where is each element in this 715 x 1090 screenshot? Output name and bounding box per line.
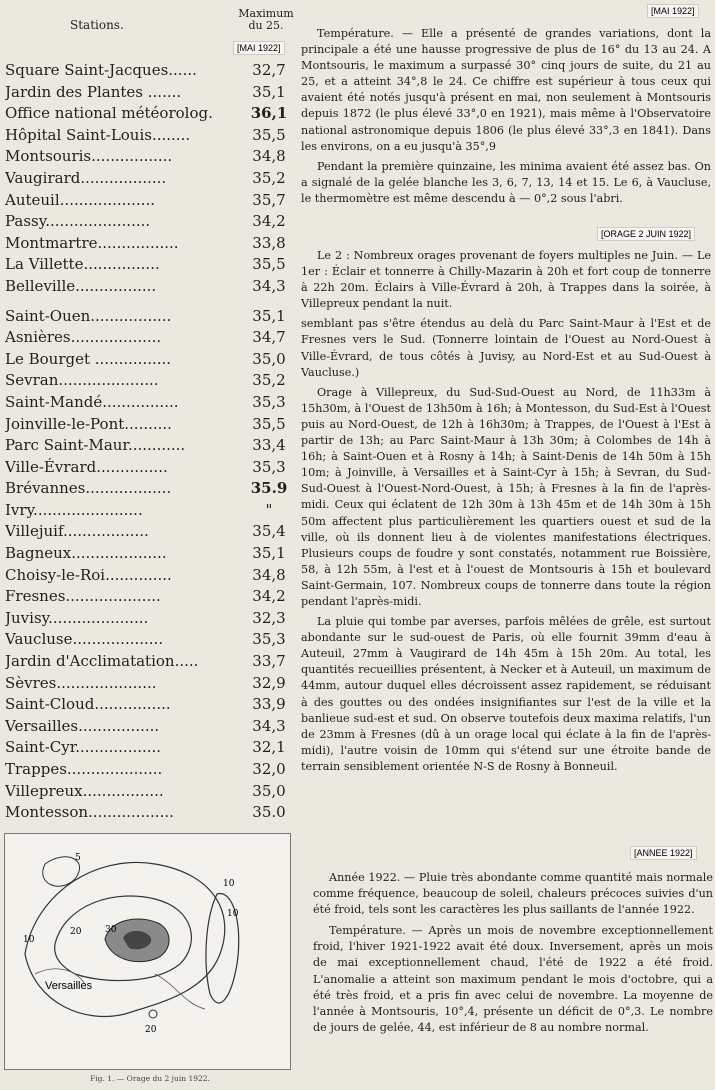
station-row bbox=[5, 349, 293, 371]
station-name: La Villette................ bbox=[5, 255, 160, 274]
station-max-value: 34,3 bbox=[252, 276, 286, 295]
station-max-value: 32,1 bbox=[252, 738, 286, 757]
station-max-value: 34,8 bbox=[252, 565, 286, 584]
station-max-value: 35,1 bbox=[252, 544, 286, 563]
tag-mai-1922: [MAI 1922] bbox=[647, 4, 699, 18]
station-max-value: 32,0 bbox=[252, 760, 286, 778]
station-row bbox=[5, 168, 293, 190]
station-max-value: 35,7 bbox=[252, 190, 286, 209]
station-max-value: 35,3 bbox=[252, 630, 286, 649]
station-name: Trappes.................... bbox=[5, 760, 163, 778]
station-max-value: 33,7 bbox=[252, 652, 286, 671]
station-name: Vaugirard.................. bbox=[5, 168, 167, 187]
col-header-max-line2: du 25. bbox=[248, 19, 284, 32]
orage-intro-paragraph: Le 2 : Nombreux orages provenant de foyers multiples ne Juin. — Le 1er : Éclair et tonnerre à Chilly-Mazarin à 20h et fort coup de tonnerre à 22h 20m. Éclairs à Ville-Évrard à 20h, à Trappes dans la soirée, à Villepreux pendant la nuit. bbox=[301, 249, 711, 311]
station-row bbox=[5, 125, 293, 147]
station-name: Villepreux................. bbox=[5, 781, 164, 800]
station-max-value: 33,8 bbox=[252, 233, 286, 252]
station-row bbox=[5, 60, 293, 82]
station-row bbox=[5, 254, 293, 276]
orage-timeline-paragraph: Orage à Villepreux, du Sud-Sud-Ouest au Nord, de 11h33m à 15h30m, à l'Ouest de 13h50m à 16h; à Montesson, du Sud-Est à l'Ouest puis au Nord-Ouest, de 12h à 16h30m; à Trappes, de l'Ouest à l'Est à partir de 13h; au Parc Saint-Maur à 13h 30m; à Colombes de 14h à 16h; à Saint-Ouen et à Rosny à 14h; à Saint-Denis de 14h 50m à 15h 10m; à Joinville, à Versailles et à Saint-Cyr à 15h; à Sevran, du Sud-Sud-Ouest à l'Ouest-Nord-Ouest, à 15h; à Fresnes à la fin de l'après-midi. Ceux qui éclatent de 12h 30m à 13h 45m et de 14h 30m à 15h 50m affectent plus particulièrement les quartiers ouest et sud de la ville, où ils donnent lieu à de violentes manifestations électriques. Plusieurs coups de foudre y sont constatés, notamment rue Boissière, 58, à 12h 55m, à l'est et à l'ouest de Montsouris à 15h et boulevard Saint-Germain, 107. Nombreux coups de tonnerre dans toute la région pendant l'après-midi. bbox=[301, 385, 711, 608]
text-column bbox=[301, 0, 711, 840]
isohyet-map bbox=[5, 834, 290, 1069]
station-row bbox=[5, 327, 293, 349]
station-name: Passy...................... bbox=[5, 212, 151, 231]
orage-extent-paragraph: semblant pas s'être étendus au delà du Parc Saint-Maur à l'Est et de Fresnes vers le Sud. (Tonnerre lointain de l'Ouest au Nord-Ouest à Ville-Évrard, de tous côtés à Juvisy, au Nord-Est et au Sud-Ouest à Vaucluse.) bbox=[301, 317, 711, 379]
station-name: Le Bourget ................ bbox=[5, 349, 172, 368]
station-row bbox=[5, 500, 293, 522]
station-name: Belleville................. bbox=[5, 276, 157, 295]
station-row bbox=[5, 543, 293, 565]
station-row bbox=[5, 82, 293, 104]
station-max-value: 34,2 bbox=[252, 212, 286, 231]
section-mai-1922 bbox=[301, 26, 711, 211]
station-max-value: 35.9 bbox=[250, 479, 288, 498]
figure-caption: Fig. 1. — Orage du 2 juin 1922. bbox=[90, 1074, 210, 1083]
station-name: Auteuil.................... bbox=[5, 190, 156, 209]
station-max-value: 34,7 bbox=[252, 328, 286, 347]
station-name: Montmartre................. bbox=[5, 233, 179, 252]
station-row bbox=[5, 146, 293, 168]
station-name: Joinville-le-Pont.......... bbox=[5, 414, 172, 433]
mai-minima-paragraph: Pendant la première quinzaine, les minima avaient été assez bas. On a signalé de la gelée blanche les 3, 6, 7, 13, 14 et 15. Le 6, à Vaucluse, le thermomètre est même descendu à — 0°,2 sous l'abri. bbox=[301, 159, 711, 205]
station-row bbox=[5, 276, 293, 298]
station-row bbox=[5, 737, 293, 759]
station-max-value: 33,9 bbox=[252, 695, 286, 714]
station-name: Saint-Ouen................. bbox=[5, 306, 172, 325]
station-row bbox=[5, 651, 293, 673]
station-name: Jardin des Plantes ....... bbox=[5, 82, 182, 101]
station-name: Montesson.................. bbox=[5, 803, 174, 822]
col-header-stations: Stations. bbox=[70, 18, 124, 32]
tag-annee-1922: [ANNEE 1922] bbox=[630, 846, 697, 860]
station-row bbox=[5, 233, 293, 255]
station-max-value: 35,0 bbox=[252, 349, 286, 368]
station-max-value: 36,1 bbox=[250, 104, 288, 123]
tag-mai-1922-left: [MAI 1922] bbox=[233, 41, 285, 55]
station-row bbox=[5, 435, 293, 457]
section-orage-2-juin bbox=[301, 248, 711, 779]
station-name: Fresnes.................... bbox=[5, 587, 161, 606]
station-max-value: " bbox=[265, 500, 273, 519]
tag-orage-2-juin-1922: [ORAGE 2 JUIN 1922] bbox=[597, 227, 695, 241]
station-name: Choisy-le-Roi.............. bbox=[5, 565, 172, 584]
station-row bbox=[5, 521, 293, 543]
station-name: Saint-Cloud................ bbox=[5, 695, 171, 714]
station-name: Villejuif.................. bbox=[5, 522, 149, 541]
station-row bbox=[5, 673, 293, 695]
station-row bbox=[5, 608, 293, 630]
station-max-value: 35,4 bbox=[252, 522, 286, 541]
station-name: Jardin d'Acclimatation..... bbox=[5, 652, 199, 671]
iso-label-10a: 10 bbox=[23, 935, 35, 945]
station-name: Vaucluse................... bbox=[5, 630, 164, 649]
station-name: Saint-Cyr.................. bbox=[5, 738, 162, 757]
station-row bbox=[5, 190, 293, 212]
station-name: Bagneux.................... bbox=[5, 544, 167, 563]
station-row bbox=[5, 211, 293, 233]
station-name: Square Saint-Jacques...... bbox=[5, 61, 197, 79]
station-max-value: 35.0 bbox=[252, 803, 286, 822]
station-max-value: 35,0 bbox=[252, 781, 286, 800]
iso-label-10b: 10 bbox=[227, 909, 239, 919]
station-max-value: 34,3 bbox=[252, 716, 286, 735]
station-max-value: 32,9 bbox=[252, 673, 286, 692]
station-row bbox=[5, 694, 293, 716]
section-annee-1922 bbox=[313, 870, 713, 1041]
station-name: Asnières................... bbox=[5, 328, 162, 347]
station-name: Office national météorolog. bbox=[5, 104, 213, 123]
mai-temperature-paragraph: Température. — Elle a présenté de grandes variations, dont la principale a été une hausse progressive de plus de 16° du 13 au 24. A Montsouris, le maximum a surpassé 30° cinq jours de suite, du 21 au 25, et a atteint 34°,8 le 24. Ce chiffre est supérieur à tous ceux qui avaient été notés jusqu'à présent en mai, non seulement à Montsouris depuis 1872 (le plus élevé 33°,0 en 1921), mais même à l'Observatoire national astronomique depuis 1806 (le plus élevé 33°,3 en 1841). Dans les environs, on a eu jusqu'à 35°,9 bbox=[301, 27, 711, 153]
fresnes-local-maximum bbox=[149, 1010, 157, 1018]
col-header-maximum bbox=[236, 8, 296, 32]
iso-label-10c: 10 bbox=[223, 879, 235, 889]
station-name: Versailles................. bbox=[5, 716, 160, 735]
station-row bbox=[5, 565, 293, 587]
station-max-value: 35,3 bbox=[252, 457, 286, 476]
iso-label-20: 20 bbox=[70, 927, 82, 937]
station-row bbox=[5, 802, 293, 824]
stations-table-column bbox=[0, 0, 295, 1090]
station-max-value: 34,2 bbox=[252, 587, 286, 606]
station-max-value: 32,7 bbox=[252, 61, 286, 79]
station-name: Brévannes.................. bbox=[5, 479, 172, 498]
station-row bbox=[5, 586, 293, 608]
stations-table bbox=[5, 60, 293, 824]
station-max-value: 35,3 bbox=[252, 392, 286, 411]
iso-label-30: 30 bbox=[105, 925, 117, 935]
station-row bbox=[5, 629, 293, 651]
station-name: Saint-Mandé................ bbox=[5, 392, 179, 411]
station-row bbox=[5, 370, 293, 392]
station-row bbox=[5, 414, 293, 436]
station-name: Montsouris................. bbox=[5, 147, 173, 166]
station-name: Juvisy..................... bbox=[5, 608, 149, 627]
station-name: Sevran..................... bbox=[5, 371, 159, 390]
station-row bbox=[5, 478, 293, 500]
station-max-value: 32,3 bbox=[252, 608, 286, 627]
station-name: Parc Saint-Maur............ bbox=[5, 436, 186, 455]
station-max-value: 34,8 bbox=[252, 147, 286, 166]
orage-rain-paragraph: La pluie qui tombe par averses, parfois mêlées de grêle, est surtout abondante sur le sud-ouest de Paris, où elle fournit 39mm d'eau à Auteuil, 27mm à Vaugirard de 14h 45m à 15h 20m. Au total, les quantités recueillies présentent, à Necker et à Auteuil, un maximum de 44mm, autour duquel elles décroissent assez rapidement, se réduisant à des gouttes ou des ondées insignifiantes sur l'est de la ville et la banlieue sud-est et sud. On observe toutefois deux maxima relatifs, l'un de 23mm à Fresnes (dû à un orage local qui éclate à la fin de l'après-midi), l'autre voisin de 10mm qui s'étend sur une étroite bande de terrain sensiblement orientée N-S de Rosny à Bonneuil. bbox=[301, 615, 711, 773]
station-max-value: 35,5 bbox=[252, 414, 286, 433]
station-row bbox=[5, 392, 293, 414]
station-max-value: 35,1 bbox=[252, 306, 286, 325]
station-row bbox=[5, 306, 293, 328]
station-max-value: 35,2 bbox=[252, 168, 286, 187]
table-group-gap bbox=[5, 298, 293, 306]
station-name: Ville-Évrard............... bbox=[5, 457, 168, 476]
iso-label-20b: 20 bbox=[145, 1025, 157, 1035]
map-label-versailles: Versailles bbox=[45, 980, 93, 992]
station-max-value: 35,2 bbox=[252, 371, 286, 390]
station-row bbox=[5, 103, 293, 125]
annee-summary-paragraph: Année 1922. — Pluie très abondante comme quantité mais normale comme fréquence, beaucoup de soleil, chaleurs précoces suivies d'un été froid, tels sont les caractères les plus saillants de l'année 1922. bbox=[313, 871, 713, 917]
annee-temperature-paragraph: Température. — Après un mois de novembre exceptionnellement froid, l'hiver 1921-1922 avait été doux. Inversement, après un mois de mai exceptionnellement chaud, l'été de 1922 a été froid. L'anomalie a atteint son maximum pendant le mois d'octobre, qui a été très froid, et a pris fin avec celui de novembre. La moyenne de l'année à Montsouris, 10°,4, présente un déficit de 0°,3. Le nombre de jours de gelée, 44, est inférieur de 8 au nombre normal. bbox=[313, 924, 713, 1034]
station-name: Sèvres..................... bbox=[5, 673, 157, 692]
station-row bbox=[5, 759, 293, 781]
station-row bbox=[5, 716, 293, 738]
iso-label-5: 5 bbox=[75, 853, 81, 863]
col-header-max-line1: Maximum bbox=[238, 7, 294, 20]
station-max-value: 35,5 bbox=[252, 125, 286, 144]
station-row bbox=[5, 457, 293, 479]
storm-map-figure bbox=[4, 833, 291, 1070]
station-row bbox=[5, 781, 293, 803]
station-name: Hôpital Saint-Louis........ bbox=[5, 125, 191, 144]
station-max-value: 35,1 bbox=[252, 82, 286, 101]
station-max-value: 35,5 bbox=[252, 255, 286, 274]
river-seine-east bbox=[155, 974, 205, 1009]
station-name: Ivry....................... bbox=[5, 500, 143, 519]
station-max-value: 33,4 bbox=[252, 436, 286, 455]
